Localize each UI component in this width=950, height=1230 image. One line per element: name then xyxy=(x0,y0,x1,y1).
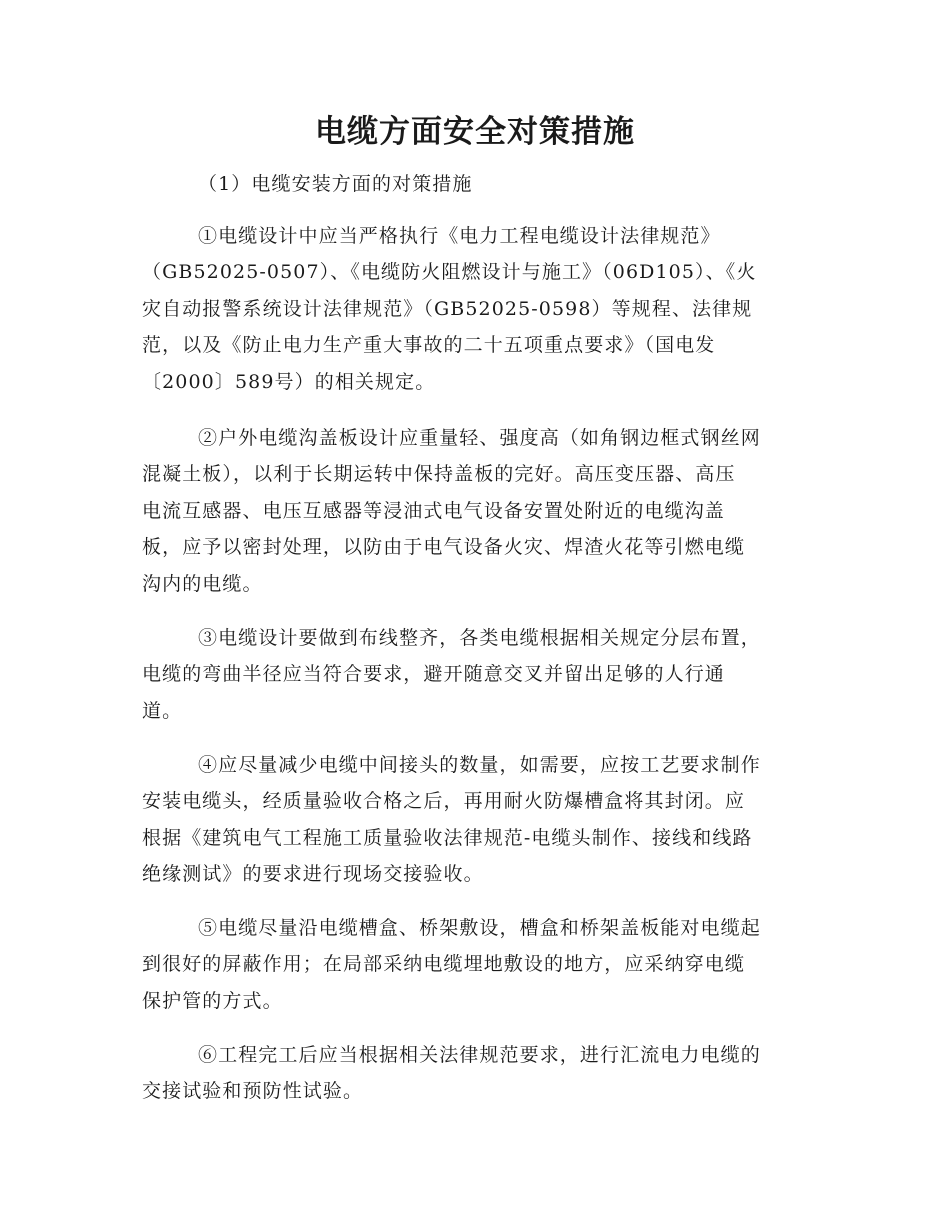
paragraph-6 xyxy=(142,1037,761,1110)
paragraph-line: ③电缆设计要做到布线整齐，各类电缆根据相关规定分层布置， xyxy=(198,627,761,649)
paragraph-5 xyxy=(142,910,761,1019)
paragraph-1 xyxy=(142,218,756,400)
paragraph-line: ④应尽量减少电缆中间接头的数量，如需要，应按工艺要求制作 xyxy=(198,754,761,776)
paragraph-line: 电缆的弯曲半径应当符合要求，避开随意交叉并留出足够的人行通 xyxy=(142,663,725,686)
paragraph-4 xyxy=(142,747,761,893)
paragraph-2 xyxy=(142,420,761,602)
paragraph-3 xyxy=(142,620,761,729)
paragraph-line: 范，以及《防止电力生产重大事故的二十五项重点要求》（国电发 xyxy=(142,334,716,357)
paragraph-line: 沟内的电缆。 xyxy=(142,572,263,595)
paragraph-line: 根据《建筑电气工程施工质量验收法律规范-电缆头制作、接线和线路 xyxy=(142,826,753,849)
document-title: 电缆方面安全对策措施 xyxy=(315,114,635,150)
paragraph-line: 保护管的方式。 xyxy=(142,989,283,1012)
paragraph-line: ⑥工程完工后应当根据相关法律规范要求，进行汇流电力电缆的 xyxy=(198,1044,761,1066)
paragraph-line: 板，应予以密封处理，以防由于电气设备火灾、焊渣火花等引燃电缆 xyxy=(142,536,746,559)
paragraph-line: 灾自动报警系统设计法律规范》（GB52025-0598）等规程、法律规 xyxy=(142,297,753,320)
paragraph-line: 〔2000〕589号）的相关规定。 xyxy=(142,370,436,393)
section-heading xyxy=(142,166,473,202)
paragraph-line: 安装电缆头，经质量验收合格之后，再用耐火防爆槽盒将其封闭。应 xyxy=(142,790,746,813)
section-heading-text: （1）电缆安装方面的对策措施 xyxy=(198,173,473,195)
paragraph-line: 交接试验和预防性试验。 xyxy=(142,1080,364,1103)
paragraph-line: ①电缆设计中应当严格执行《电力工程电缆设计法律规范》 xyxy=(198,225,721,247)
paragraph-line: 电流互感器、电压互感器等浸油式电气设备安置处附近的电缆沟盖 xyxy=(142,499,725,522)
paragraph-line: 到很好的屏蔽作用；在局部采纳电缆埋地敷设的地方，应采纳穿电缆 xyxy=(142,953,746,976)
paragraph-line: ②户外电缆沟盖板设计应重量轻、强度高（如角钢边框式钢丝网 xyxy=(198,427,761,449)
paragraph-line: 绝缘测试》的要求进行现场交接验收。 xyxy=(142,863,484,886)
paragraph-line: 混凝土板），以利于长期运转中保持盖板的完好。高压变压器、高压 xyxy=(142,463,736,486)
paragraph-line: 道。 xyxy=(142,699,183,722)
paragraph-line: （GB52025-0507）、《电缆防火阻燃设计与施工》（06D105）、《火 xyxy=(142,261,757,284)
paragraph-line: ⑤电缆尽量沿电缆槽盒、桥架敷设，槽盒和桥架盖板能对电缆起 xyxy=(198,917,761,939)
